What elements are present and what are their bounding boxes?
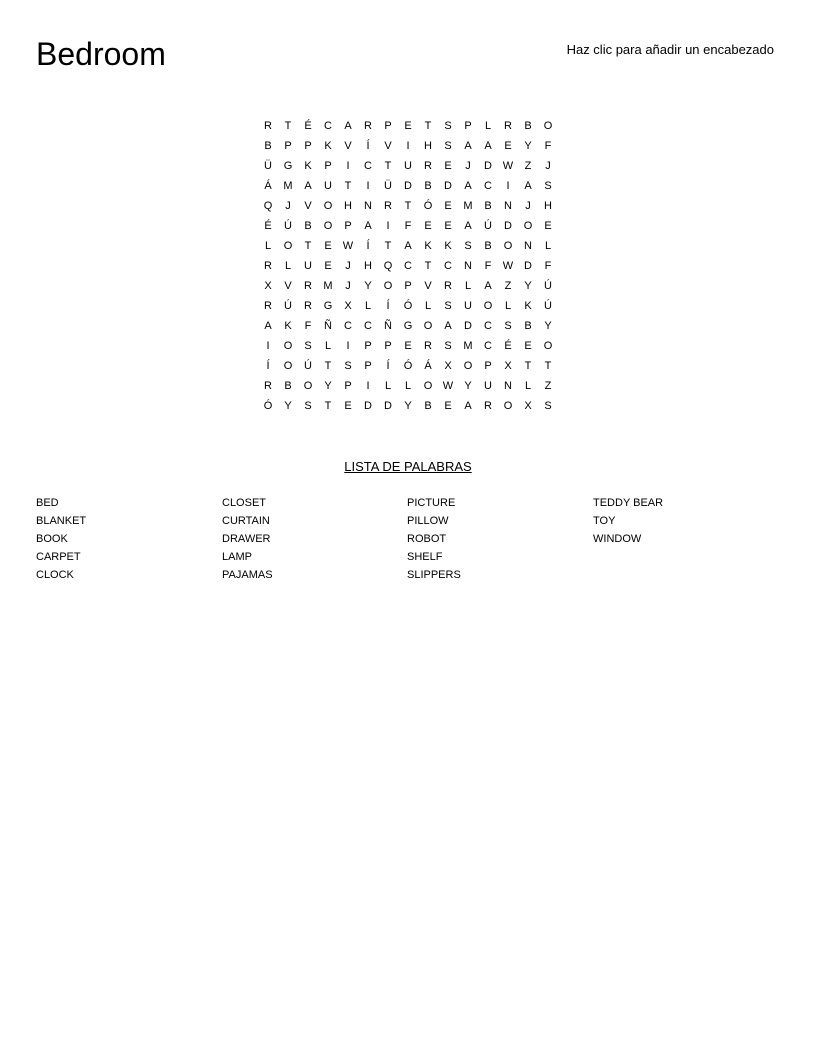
grid-letter: A (344, 120, 352, 132)
grid-letter: K (304, 160, 312, 172)
grid-letter: E (424, 220, 432, 232)
grid-letter: H (544, 200, 552, 212)
grid-letter: E (544, 220, 552, 232)
grid-letter: T (284, 120, 292, 132)
grid-letter: S (444, 140, 452, 152)
grid-letter: X (504, 360, 512, 372)
grid-letter: S (304, 400, 312, 412)
grid-letter: F (404, 220, 412, 232)
grid-letter: A (524, 180, 532, 192)
grid-letter: P (344, 220, 352, 232)
word-item: LAMP (222, 551, 252, 563)
grid-letter: D (444, 180, 452, 192)
grid-letter: Q (263, 200, 273, 212)
grid-letter: B (524, 320, 532, 332)
grid-letter: U (484, 380, 492, 392)
grid-letter: Í (386, 300, 390, 312)
grid-letter: S (504, 320, 512, 332)
grid-letter: Ú (284, 220, 292, 232)
grid-letter: A (484, 140, 492, 152)
grid-letter: N (364, 200, 372, 212)
grid-letter: R (364, 120, 372, 132)
grid-letter: Í (366, 140, 370, 152)
word-item: CLOSET (222, 497, 267, 509)
grid-letter: K (424, 240, 432, 252)
grid-letter: S (344, 360, 352, 372)
grid-letter: T (424, 260, 432, 272)
grid-letter: É (264, 220, 272, 232)
grid-letter: B (304, 220, 312, 232)
word-list-column-1 (36, 494, 216, 584)
grid-letter: I (346, 160, 350, 172)
grid-letter: A (464, 400, 472, 412)
grid-letter: Á (264, 180, 272, 192)
grid-letter: L (324, 340, 332, 352)
grid-letter: Y (544, 320, 552, 332)
grid-letter: L (524, 380, 532, 392)
word-item: SLIPPERS (407, 569, 461, 581)
grid-letter: M (463, 340, 473, 352)
grid-letter: B (284, 380, 292, 392)
grid-letter: I (366, 380, 370, 392)
grid-letter: S (444, 300, 452, 312)
grid-letter: O (543, 120, 553, 132)
word-list-heading-row (0, 459, 816, 475)
word-list-column-4 (593, 494, 773, 548)
grid-letter: L (264, 240, 272, 252)
grid-letter: I (366, 180, 370, 192)
grid-letter: B (424, 400, 432, 412)
grid-letter: G (283, 160, 293, 172)
word-item: CURTAIN (222, 515, 270, 527)
grid-letter: A (444, 320, 452, 332)
grid-letter: G (323, 300, 333, 312)
grid-letter: T (324, 360, 332, 372)
grid-letter: Á (424, 360, 432, 372)
grid-letter: L (364, 300, 372, 312)
grid-letter: S (544, 180, 552, 192)
grid-letter: B (424, 180, 432, 192)
grid-letter: F (484, 260, 492, 272)
grid-letter: O (323, 220, 333, 232)
grid-letter: X (264, 280, 272, 292)
word-item: TEDDY BEAR (593, 497, 664, 509)
grid-letter: J (345, 280, 351, 292)
grid-letter: D (484, 160, 492, 172)
grid-letter: E (444, 160, 452, 172)
grid-letter: M (463, 200, 473, 212)
grid-letter: W (442, 380, 454, 392)
grid-letter: X (344, 300, 352, 312)
grid-letter: B (524, 120, 532, 132)
grid-letter: T (404, 200, 412, 212)
grid-letter: R (264, 380, 272, 392)
grid-letter: O (383, 280, 393, 292)
grid-letter: P (464, 120, 472, 132)
grid-letter: O (543, 340, 553, 352)
grid-letter: Ú (304, 360, 312, 372)
word-item: CLOCK (36, 569, 74, 581)
grid-letter: D (404, 180, 412, 192)
word-item: PILLOW (407, 515, 449, 527)
grid-letter: Ú (284, 300, 292, 312)
grid-letter: R (504, 120, 512, 132)
grid-letter: A (364, 220, 372, 232)
grid-letter: Ñ (324, 320, 332, 332)
grid-letter: Í (366, 240, 370, 252)
grid-letter: Ó (403, 360, 413, 372)
grid-letter: O (323, 200, 333, 212)
grid-letter: W (342, 240, 354, 252)
grid-letter: O (283, 360, 293, 372)
grid-letter: C (364, 320, 372, 332)
grid-letter: D (464, 320, 472, 332)
word-item: ROBOT (407, 533, 447, 545)
grid-letter: A (264, 320, 272, 332)
grid-letter: T (384, 240, 392, 252)
grid-letter: O (463, 360, 473, 372)
grid-letter: V (344, 140, 352, 152)
grid-letter: R (264, 300, 272, 312)
grid-letter: T (524, 360, 532, 372)
grid-letter: P (364, 340, 372, 352)
grid-letter: H (344, 200, 352, 212)
word-list-column-2 (222, 494, 402, 584)
grid-letter: R (384, 200, 392, 212)
grid-letter: Z (544, 380, 552, 392)
grid-letter: O (283, 240, 293, 252)
grid-letter: E (504, 140, 512, 152)
grid-letter: J (465, 160, 471, 172)
grid-letter: Y (464, 380, 472, 392)
grid-letter: A (464, 180, 472, 192)
grid-letter: Y (524, 280, 532, 292)
grid-letter: T (424, 120, 432, 132)
grid-letter: É (304, 120, 312, 132)
grid-letter: J (545, 160, 551, 172)
grid-letter: L (464, 280, 472, 292)
grid-letter: V (304, 200, 312, 212)
grid-letter: X (524, 400, 532, 412)
grid-letter: H (424, 140, 432, 152)
grid-letter: O (423, 320, 433, 332)
grid-letter: W (502, 260, 514, 272)
grid-letter: T (344, 180, 352, 192)
grid-letter: B (264, 140, 272, 152)
grid-letter: E (524, 340, 532, 352)
grid-letter: Y (324, 380, 332, 392)
grid-letter: Í (266, 360, 270, 372)
grid-letter: R (484, 400, 492, 412)
grid-letter: N (524, 240, 532, 252)
grid-letter: S (444, 340, 452, 352)
grid-letter: S (444, 120, 452, 132)
grid-letter: D (364, 400, 372, 412)
grid-letter: K (524, 300, 532, 312)
grid-letter: Z (504, 280, 512, 292)
grid-letter: C (324, 120, 332, 132)
word-item: DRAWER (222, 533, 271, 545)
grid-letter: O (423, 380, 433, 392)
grid-letter: L (504, 300, 512, 312)
grid-letter: O (523, 220, 533, 232)
grid-letter: P (384, 340, 392, 352)
grid-letter: J (525, 200, 531, 212)
word-item: BED (36, 497, 59, 509)
grid-letter: L (404, 380, 412, 392)
page-title: Bedroom (36, 36, 166, 72)
grid-letter: U (464, 300, 472, 312)
grid-letter: M (283, 180, 293, 192)
grid-letter: O (503, 400, 513, 412)
grid-letter: E (404, 340, 412, 352)
grid-letter: Ü (264, 160, 272, 172)
grid-letter: Y (284, 400, 292, 412)
grid-letter: F (304, 320, 312, 332)
grid-letter: Y (524, 140, 532, 152)
grid-letter: Ú (484, 220, 492, 232)
grid-letter: C (444, 260, 452, 272)
grid-letter: U (324, 180, 332, 192)
grid-letter: P (484, 360, 492, 372)
grid-letter: P (304, 140, 312, 152)
grid-letter: Ú (544, 280, 552, 292)
grid-letter: A (464, 220, 472, 232)
grid-letter: E (324, 260, 332, 272)
grid-letter: D (504, 220, 512, 232)
grid-letter: B (484, 240, 492, 252)
grid-letter: Z (524, 160, 532, 172)
grid-letter: L (484, 120, 492, 132)
word-item: BOOK (36, 533, 68, 545)
word-item: PAJAMAS (222, 569, 273, 581)
grid-letter: É (504, 340, 512, 352)
grid-letter: Y (404, 400, 412, 412)
grid-letter: K (284, 320, 292, 332)
grid-letter: U (304, 260, 312, 272)
grid-letter: K (444, 240, 452, 252)
word-item: CARPET (36, 551, 81, 563)
grid-letter: Ó (403, 300, 413, 312)
grid-letter: O (503, 240, 513, 252)
grid-letter: E (324, 240, 332, 252)
grid-letter: M (323, 280, 333, 292)
grid-letter: V (384, 140, 392, 152)
grid-letter: T (304, 240, 312, 252)
grid-letter: J (285, 200, 291, 212)
grid-letter: Ó (263, 400, 273, 412)
grid-letter: O (303, 380, 313, 392)
grid-letter: E (444, 200, 452, 212)
grid-letter: L (544, 240, 552, 252)
grid-letter: C (404, 260, 412, 272)
grid-letter: C (344, 320, 352, 332)
grid-letter: T (324, 400, 332, 412)
grid-letter: T (544, 360, 552, 372)
grid-letter: E (404, 120, 412, 132)
grid-letter: I (506, 180, 510, 192)
grid-letter: N (464, 260, 472, 272)
grid-letter: L (284, 260, 292, 272)
grid-letter: F (544, 260, 552, 272)
grid-letter: S (544, 400, 552, 412)
word-item: TOY (593, 515, 616, 527)
grid-letter: A (484, 280, 492, 292)
grid-letter: C (484, 340, 492, 352)
grid-letter: R (424, 340, 432, 352)
grid-letter: V (424, 280, 432, 292)
grid-letter: E (344, 400, 352, 412)
grid-letter: R (304, 300, 312, 312)
grid-letter: E (444, 220, 452, 232)
grid-letter: P (404, 280, 412, 292)
grid-letter: R (444, 280, 452, 292)
grid-letter: S (304, 340, 312, 352)
word-item: PICTURE (407, 497, 456, 509)
grid-letter: S (464, 240, 472, 252)
grid-letter: N (504, 380, 512, 392)
grid-letter: T (384, 160, 392, 172)
grid-letter: Ú (544, 300, 552, 312)
grid-letter: I (406, 140, 410, 152)
grid-letter: Q (383, 260, 393, 272)
grid-letter: C (484, 320, 492, 332)
grid-letter: N (504, 200, 512, 212)
grid-letter: I (386, 220, 390, 232)
grid-letter: Ñ (384, 320, 392, 332)
grid-letter: B (484, 200, 492, 212)
grid-letter: A (304, 180, 312, 192)
grid-letter: Ó (423, 200, 433, 212)
grid-letter: R (424, 160, 432, 172)
word-item: WINDOW (593, 533, 642, 545)
grid-letter: L (384, 380, 392, 392)
grid-letter: D (524, 260, 532, 272)
word-list-heading: LISTA DE PALABRAS (344, 459, 472, 474)
grid-letter: R (264, 260, 272, 272)
grid-letter: I (346, 340, 350, 352)
grid-letter: I (266, 340, 270, 352)
grid-letter: C (484, 180, 492, 192)
grid-letter: R (304, 280, 312, 292)
grid-letter: L (424, 300, 432, 312)
grid-letter: A (464, 140, 472, 152)
grid-letter: F (544, 140, 552, 152)
grid-letter: K (324, 140, 332, 152)
grid-letter: U (404, 160, 412, 172)
grid-letter: R (264, 120, 272, 132)
grid-letter: O (483, 300, 493, 312)
word-item: SHELF (407, 551, 443, 563)
grid-letter: P (344, 380, 352, 392)
grid-letter: P (364, 360, 372, 372)
grid-letter: A (404, 240, 412, 252)
grid-letter: D (384, 400, 392, 412)
grid-letter: P (284, 140, 292, 152)
grid-letter: Y (364, 280, 372, 292)
grid-letter: H (364, 260, 372, 272)
grid-letter: V (284, 280, 292, 292)
grid-letter: Í (386, 360, 390, 372)
grid-letter: J (345, 260, 351, 272)
word-item: BLANKET (36, 515, 87, 527)
grid-letter: P (324, 160, 332, 172)
word-list-column-3 (407, 494, 587, 584)
grid-letter: G (403, 320, 413, 332)
grid-letter: Ü (384, 180, 392, 192)
header-placeholder[interactable]: Haz clic para añadir un encabezado (566, 42, 774, 57)
grid-letter: W (502, 160, 514, 172)
grid-letter: O (283, 340, 293, 352)
word-search-grid (258, 116, 558, 416)
grid-letter: P (384, 120, 392, 132)
grid-letter: C (364, 160, 372, 172)
grid-letter: X (444, 360, 452, 372)
grid-letter: E (444, 400, 452, 412)
